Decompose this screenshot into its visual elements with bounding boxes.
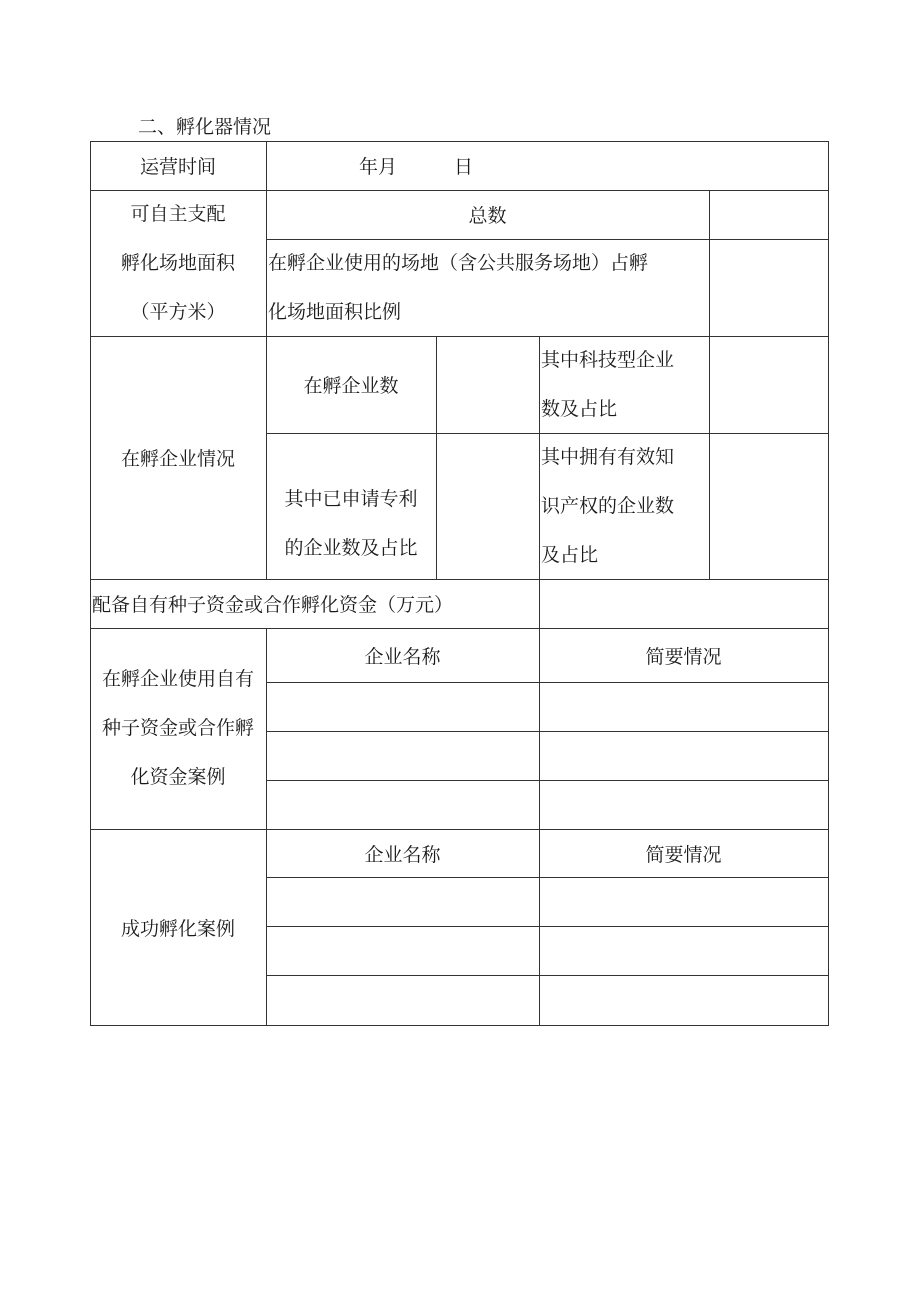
success-case-name-cell[interactable] [267,878,539,926]
fund-case-summary-cell[interactable] [540,732,828,780]
area-label-line: 孵化场地面积 [120,251,235,274]
fund-cases-col-name: 企业名称 [364,645,441,668]
success-cases-col-name: 企业名称 [364,843,441,866]
area-label [90,190,266,336]
area-label-line: （平方米） [130,300,226,323]
ip-enterprise-label-line: 及占比 [541,544,599,566]
success-case-summary-cell[interactable] [540,878,828,926]
fund-case-name-cell[interactable] [267,683,539,731]
patent-enterprise-label [266,433,436,579]
fund-case-name-cell[interactable] [267,781,539,829]
tech-enterprise-label-line: 数及占比 [541,398,618,420]
fund-cases-label-line: 在孵企业使用自有 [101,668,254,690]
tech-enterprise-label [541,336,709,433]
seed-fund-label: 配备自有种子资金或合作孵化资金（万元） [92,594,454,616]
patent-enterprise-label-line: 的企业数及占比 [284,537,418,559]
fund-case-summary-cell[interactable] [540,781,828,829]
success-case-name-cell[interactable] [267,927,539,975]
incubating-count-value[interactable] [437,337,539,433]
ip-enterprise-value[interactable] [710,434,828,579]
area-label-line: 可自主支配 [130,202,226,225]
area-total-label: 总数 [468,205,507,227]
area-ratio-label [268,240,709,336]
seed-fund-value[interactable] [540,580,828,628]
success-case-summary-cell[interactable] [540,976,828,1025]
success-case-name-cell[interactable] [267,976,539,1025]
operation-time-label: 运营时间 [139,156,216,178]
tech-enterprise-label-line: 其中科技型企业 [541,349,675,371]
col-divider [539,336,540,579]
section-title: 二、孵化器情况 [138,116,272,138]
fund-case-summary-cell[interactable] [540,683,828,731]
fund-case-name-cell[interactable] [267,732,539,780]
patent-enterprise-label-line: 其中已申请专利 [284,488,418,510]
table-border-bottom [90,1025,829,1026]
table-border-right [828,141,829,1026]
patent-enterprise-value[interactable] [437,434,539,579]
ip-enterprise-label-line: 识产权的企业数 [541,495,675,517]
area-ratio-label-line: 化场地面积比例 [268,301,402,323]
tech-enterprise-value[interactable] [710,337,828,433]
incubating-label: 在孵企业情况 [120,448,235,470]
area-ratio-value[interactable] [710,240,828,336]
fund-cases-label [90,628,266,829]
fund-cases-col-summary: 简要情况 [645,645,722,668]
fund-cases-label-line: 种子资金或合作孵 [101,717,254,739]
fund-cases-label-line: 化资金案例 [130,766,226,788]
area-total-value[interactable] [710,191,828,239]
area-ratio-label-line: 在孵企业使用的场地（含公共服务场地）占孵 [268,252,649,274]
ip-enterprise-label-line: 其中拥有有效知 [541,446,675,468]
operation-date-field[interactable]: 年月 日 [358,156,473,178]
ip-enterprise-label [541,433,709,579]
success-cases-label: 成功孵化案例 [120,917,235,940]
success-cases-col-summary: 简要情况 [645,843,722,866]
incubating-count-label: 在孵企业数 [303,375,399,397]
success-case-summary-cell[interactable] [540,927,828,975]
